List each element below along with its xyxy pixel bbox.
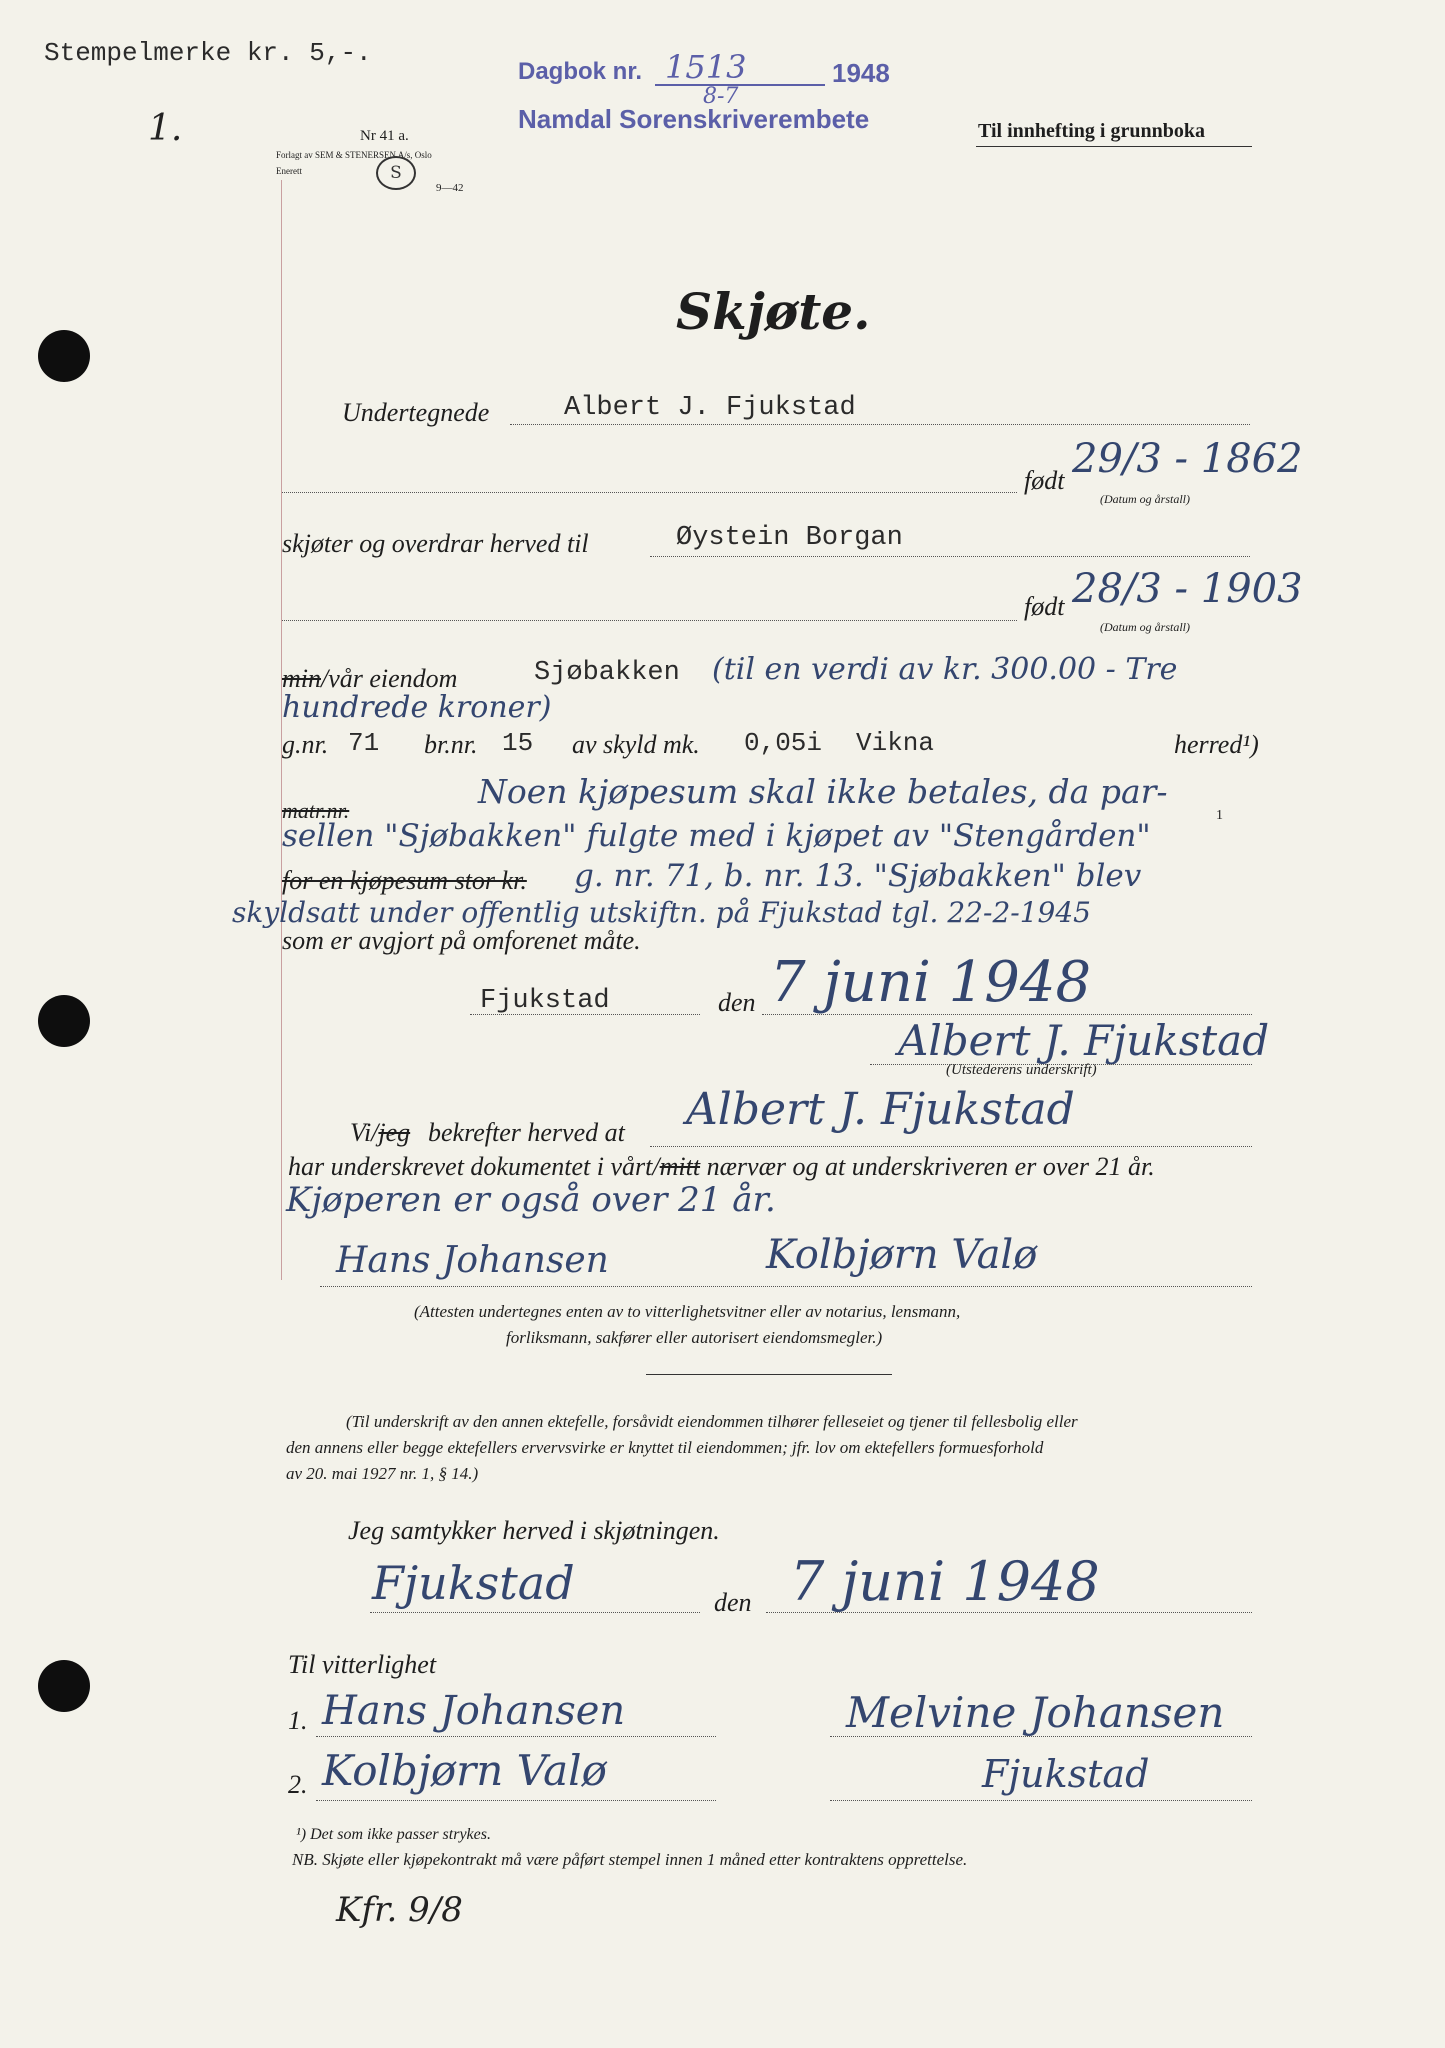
clause-line-2: sellen "Sjøbakken" fulgte med i kjøpet av "Stengården"	[282, 818, 1151, 854]
witness-2-number: 2.	[288, 1770, 308, 1799]
buyer-born-label: født	[1024, 592, 1065, 621]
stamp-underline	[655, 84, 825, 86]
page-mark: 1.	[148, 108, 183, 149]
signing-date-line	[762, 1014, 1252, 1015]
publisher-rights: Enerett	[276, 166, 302, 176]
seller-name: Albert J. Fjukstad	[564, 393, 856, 423]
spouse-signature: Melvine Johansen	[846, 1688, 1225, 1737]
document-title: Skjøte.	[676, 282, 871, 341]
form-number: Nr 41 a.	[360, 128, 409, 144]
til-innhefting-label: Til innhefting i grunnboka	[978, 120, 1205, 142]
spouse-place-line-2	[830, 1800, 1252, 1801]
signing-den: den	[718, 988, 756, 1017]
spouse-note-3: av 20. mai 1927 nr. 1, § 14.)	[286, 1464, 479, 1483]
binder-hole-bottom	[38, 1660, 90, 1712]
stamp-year: 1948	[832, 58, 890, 88]
witness-text	[288, 1152, 1155, 1182]
clause-line-3: g. nr. 71, b. nr. 13. "Sjøbakken" blev	[574, 858, 1142, 894]
witness-2-signature: Kolbjørn Valø	[322, 1746, 607, 1795]
clause-line-4: skyldsatt under offentlig utskiftn. på Fjukstad tgl. 22-2-1945	[232, 896, 1091, 929]
footnote: ¹) Det som ikke passer strykes.	[296, 1826, 491, 1843]
signing-place-line	[470, 1014, 700, 1015]
issuer-signature-hint: (Utstederens underskrift)	[946, 1062, 1097, 1078]
binder-hole-top	[38, 330, 90, 382]
property-name: Sjøbakken	[534, 658, 680, 688]
spouse-signature-place: Fjukstad	[982, 1752, 1150, 1796]
witness-1-signature: Hans Johansen	[322, 1688, 626, 1734]
stempelmerke-text: Stempelmerke kr. 5,-.	[44, 38, 372, 68]
witness-2-line	[316, 1800, 716, 1801]
seller-line	[510, 424, 1250, 425]
buyer-label: skjøter og overdrar herved til	[282, 529, 589, 558]
clause-line-1: Noen kjøpesum skal ikke betales, da par-	[478, 772, 1168, 811]
seller-born-hint: (Datum og årstall)	[1100, 492, 1190, 506]
herred-value: Vikna	[856, 728, 935, 758]
buyer-born-line	[282, 620, 1017, 621]
confirm-label: bekrefter herved at	[428, 1118, 625, 1147]
signing-date: 7 juni 1948	[770, 950, 1092, 1015]
issuer-signature: Albert J. Fjukstad	[898, 1016, 1270, 1065]
skyld-label: av skyld mk.	[572, 730, 700, 759]
property-value-note-1: (til en verdi av kr. 300.00 - Tre	[712, 652, 1178, 687]
stamp-dagbok-number: 1513	[665, 48, 747, 86]
witness-signature-2: Kolbjørn Valø	[766, 1232, 1038, 1278]
witness-1-number: 1.	[288, 1706, 308, 1735]
spouse-date: 7 juni 1948	[790, 1550, 1100, 1613]
spouse-note-2: den annens eller begge ektefellers ervervsvirke er knyttet til eiendommen; jfr. lov om ektefellers formuesforhold	[286, 1438, 1044, 1457]
confirm-jeg-struck: jeg	[378, 1118, 411, 1147]
buyer-born-hint: (Datum og årstall)	[1100, 620, 1190, 634]
seller-born-label: født	[1024, 466, 1065, 495]
matr-sup: 1	[1216, 808, 1223, 823]
gnr-label: g.nr.	[282, 730, 329, 759]
spouse-signature-line	[830, 1736, 1252, 1737]
section-divider	[646, 1374, 892, 1375]
purchase-sum-label	[282, 866, 527, 896]
nb-note: NB. Skjøte eller kjøpekontrakt må være påført stempel innen 1 måned etter kontraktens opprettelse.	[292, 1850, 968, 1869]
publisher-text: Forlagt av SEM & STENERSEN A/s, Oslo	[276, 150, 432, 160]
property-value-note-2: hundrede kroner)	[282, 690, 552, 725]
matr-label-text: matr.nr.	[282, 798, 350, 823]
publisher-logo-icon: S	[376, 156, 416, 190]
buyer-born-value: 28/3 - 1903	[1072, 566, 1303, 612]
spouse-consent: Jeg samtykker herved i skjøtningen.	[348, 1516, 720, 1545]
property-label-rest: /vår eiendom	[321, 664, 458, 693]
witness-signature-line	[320, 1286, 1252, 1287]
confirm-vi-text: Vi/	[350, 1118, 379, 1147]
purchase-sum-struck: for en kjøpesum stor kr.	[282, 866, 527, 895]
skyld-value: 0,05i	[744, 728, 823, 758]
seller-label: Undertegnede	[342, 398, 490, 427]
property-label-struck: min	[282, 664, 321, 693]
brnr-label: br.nr.	[424, 730, 478, 759]
stamp-date: 8-7	[703, 84, 739, 109]
brnr-value: 15	[502, 728, 534, 758]
witness-1-line	[316, 1736, 716, 1737]
spouse-date-line	[766, 1612, 1252, 1613]
confirm-vi	[350, 1118, 410, 1148]
publisher-date: 9—42	[436, 182, 464, 194]
til-vitterlighet: Til vitterlighet	[288, 1650, 437, 1679]
seller-born-line	[282, 492, 1017, 493]
initials: Kfr. 9/8	[336, 1890, 463, 1930]
til-innhefting-underline	[976, 146, 1252, 147]
settled-text: som er avgjort på omforenet måte.	[282, 926, 641, 955]
stamp-office: Namdal Sorenskriverembete	[518, 104, 870, 134]
confirm-name-line	[650, 1146, 1252, 1147]
spouse-place-line	[370, 1612, 700, 1613]
buyer-line	[650, 556, 1250, 557]
buyer-name: Øystein Borgan	[676, 523, 903, 553]
witness-text-2: nærvær og at underskriveren er over 21 år.	[706, 1152, 1155, 1181]
witness-text-1: har underskrevet dokumentet i vårt/	[288, 1152, 660, 1181]
witness-note-2: forliksmann, sakfører eller autorisert eiendomsmegler.)	[506, 1328, 883, 1347]
spouse-place: Fjukstad	[372, 1556, 575, 1610]
seller-born-value: 29/3 - 1862	[1072, 436, 1303, 482]
spouse-den: den	[714, 1588, 752, 1617]
witness-note-1: (Attesten undertegnes enten av to vitterlighetsvitner eller av notarius, lensmann,	[414, 1302, 961, 1321]
herred-label: herred¹)	[1174, 730, 1259, 759]
spouse-note-1: (Til underskrift av den annen ektefelle, forsåvidt eiendommen tilhører felleseiet og tjener til fellesbolig eller	[346, 1412, 1078, 1431]
witness-mitt-struck: mitt	[659, 1152, 701, 1181]
binder-hole-middle	[38, 995, 90, 1047]
witness-signature-1: Hans Johansen	[336, 1240, 609, 1281]
buyer-age-note: Kjøperen er også over 21 år.	[286, 1180, 776, 1220]
confirm-name: Albert J. Fjukstad	[686, 1084, 1075, 1135]
signing-place: Fjukstad	[480, 986, 610, 1016]
gnr-value: 71	[348, 728, 380, 758]
stamp-dagbok-label: Dagbok nr.	[518, 58, 643, 85]
